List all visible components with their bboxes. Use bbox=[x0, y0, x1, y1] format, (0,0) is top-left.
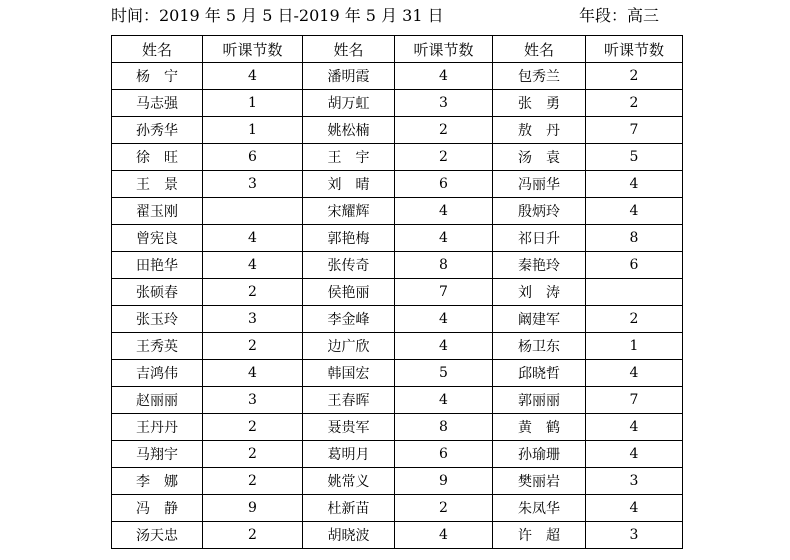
teacher-name-cell: 樊丽岩 bbox=[493, 468, 586, 495]
lesson-count-cell: 6 bbox=[203, 144, 303, 171]
teacher-name-cell: 王春晖 bbox=[303, 387, 395, 414]
lesson-count-cell: 2 bbox=[203, 414, 303, 441]
teacher-name-cell: 王 宇 bbox=[303, 144, 395, 171]
teacher-name-cell: 姚常义 bbox=[303, 468, 395, 495]
teacher-name-cell: 郭丽丽 bbox=[493, 387, 586, 414]
lesson-count-cell: 2 bbox=[395, 495, 493, 522]
teacher-name-cell: 田艳华 bbox=[112, 252, 203, 279]
date-range: 时间：2019 年 5 月 5 日-2019 年 5 月 31 日 bbox=[111, 6, 444, 25]
teacher-name-cell: 张传奇 bbox=[303, 252, 395, 279]
lesson-count-cell: 3 bbox=[395, 90, 493, 117]
teacher-name-cell: 汤 袁 bbox=[493, 144, 586, 171]
lesson-count-cell: 4 bbox=[203, 360, 303, 387]
teacher-name-cell: 胡晓波 bbox=[303, 522, 395, 549]
column-header-name: 姓名 bbox=[303, 36, 395, 63]
teacher-name-cell: 胡万虹 bbox=[303, 90, 395, 117]
teacher-name-cell: 徐 旺 bbox=[112, 144, 203, 171]
lesson-count-cell: 4 bbox=[203, 63, 303, 90]
lesson-count-cell: 1 bbox=[203, 117, 303, 144]
teacher-name-cell: 汤天忠 bbox=[112, 522, 203, 549]
teacher-name-cell: 孙瑜珊 bbox=[493, 441, 586, 468]
lesson-count-cell: 5 bbox=[395, 360, 493, 387]
lesson-count-cell: 3 bbox=[203, 171, 303, 198]
lesson-count-cell: 2 bbox=[586, 90, 683, 117]
table-row bbox=[112, 387, 683, 414]
teacher-name-cell: 张玉玲 bbox=[112, 306, 203, 333]
lesson-count-cell: 7 bbox=[586, 117, 683, 144]
lesson-count-cell: 4 bbox=[586, 198, 683, 225]
lesson-count-cell: 6 bbox=[586, 252, 683, 279]
teacher-name-cell: 杨卫东 bbox=[493, 333, 586, 360]
lesson-count-cell: 2 bbox=[203, 279, 303, 306]
teacher-name-cell: 赵丽丽 bbox=[112, 387, 203, 414]
lesson-count-cell: 7 bbox=[395, 279, 493, 306]
table-row bbox=[112, 144, 683, 171]
lesson-count-cell: 9 bbox=[395, 468, 493, 495]
lesson-count-cell: 4 bbox=[395, 333, 493, 360]
lesson-count-cell: 4 bbox=[586, 171, 683, 198]
teacher-name-cell: 包秀兰 bbox=[493, 63, 586, 90]
teacher-name-cell: 杨 宁 bbox=[112, 63, 203, 90]
lesson-count-cell bbox=[586, 279, 683, 306]
lesson-count-cell: 4 bbox=[203, 252, 303, 279]
table-row bbox=[112, 171, 683, 198]
table-row bbox=[112, 279, 683, 306]
lesson-count-cell: 2 bbox=[203, 333, 303, 360]
teacher-name-cell: 敖 丹 bbox=[493, 117, 586, 144]
teacher-name-cell: 李金峰 bbox=[303, 306, 395, 333]
teacher-name-cell: 秦艳玲 bbox=[493, 252, 586, 279]
teacher-name-cell: 阚建军 bbox=[493, 306, 586, 333]
table-row bbox=[112, 360, 683, 387]
column-header-name: 姓名 bbox=[493, 36, 586, 63]
table-row bbox=[112, 468, 683, 495]
table-row bbox=[112, 414, 683, 441]
teacher-name-cell: 许 超 bbox=[493, 522, 586, 549]
teacher-name-cell: 祁日升 bbox=[493, 225, 586, 252]
table-row bbox=[112, 90, 683, 117]
teacher-name-cell: 聂贵军 bbox=[303, 414, 395, 441]
grade-label: 年段：高三 bbox=[579, 6, 660, 25]
teacher-name-cell: 马翔宇 bbox=[112, 441, 203, 468]
lesson-count-cell: 4 bbox=[395, 306, 493, 333]
lesson-count-cell: 4 bbox=[586, 441, 683, 468]
document-header bbox=[0, 0, 790, 28]
teacher-name-cell: 葛明月 bbox=[303, 441, 395, 468]
table-row bbox=[112, 117, 683, 144]
teacher-name-cell: 宋耀辉 bbox=[303, 198, 395, 225]
teacher-name-cell: 邱晓哲 bbox=[493, 360, 586, 387]
teacher-name-cell: 边广欣 bbox=[303, 333, 395, 360]
lesson-count-cell: 4 bbox=[586, 414, 683, 441]
teacher-name-cell: 王丹丹 bbox=[112, 414, 203, 441]
lesson-count-cell: 6 bbox=[395, 441, 493, 468]
column-header-name: 姓名 bbox=[112, 36, 203, 63]
lesson-count-cell: 2 bbox=[203, 522, 303, 549]
table-row bbox=[112, 63, 683, 90]
teacher-name-cell: 冯 静 bbox=[112, 495, 203, 522]
table-row bbox=[112, 495, 683, 522]
lesson-count-cell: 3 bbox=[203, 387, 303, 414]
teacher-name-cell: 朱凤华 bbox=[493, 495, 586, 522]
lesson-count-cell: 1 bbox=[203, 90, 303, 117]
lesson-count-cell: 2 bbox=[203, 441, 303, 468]
teacher-name-cell: 韩国宏 bbox=[303, 360, 395, 387]
lesson-count-cell: 4 bbox=[586, 360, 683, 387]
lesson-count-cell: 4 bbox=[586, 495, 683, 522]
teacher-name-cell: 潘明霞 bbox=[303, 63, 395, 90]
lesson-count-cell: 8 bbox=[395, 414, 493, 441]
lesson-count-cell: 4 bbox=[395, 63, 493, 90]
table-row bbox=[112, 306, 683, 333]
table-row bbox=[112, 333, 683, 360]
lesson-count-cell: 2 bbox=[395, 117, 493, 144]
lesson-count-cell: 1 bbox=[586, 333, 683, 360]
teacher-name-cell: 郭艳梅 bbox=[303, 225, 395, 252]
lesson-count-cell: 2 bbox=[586, 306, 683, 333]
teacher-name-cell: 张硕春 bbox=[112, 279, 203, 306]
teacher-name-cell: 姚松楠 bbox=[303, 117, 395, 144]
teacher-name-cell: 黄 鹤 bbox=[493, 414, 586, 441]
table-row bbox=[112, 252, 683, 279]
lesson-count-cell: 2 bbox=[586, 63, 683, 90]
column-header-count: 听课节数 bbox=[203, 36, 303, 63]
lesson-count-cell: 3 bbox=[586, 522, 683, 549]
teacher-name-cell: 冯丽华 bbox=[493, 171, 586, 198]
lesson-count-cell: 3 bbox=[203, 306, 303, 333]
table-header-row bbox=[112, 36, 683, 63]
teacher-name-cell: 刘 涛 bbox=[493, 279, 586, 306]
teacher-name-cell: 李 娜 bbox=[112, 468, 203, 495]
lesson-count-cell: 7 bbox=[586, 387, 683, 414]
teacher-name-cell: 孙秀华 bbox=[112, 117, 203, 144]
table-row bbox=[112, 198, 683, 225]
lesson-count-cell: 6 bbox=[395, 171, 493, 198]
teacher-name-cell: 王 景 bbox=[112, 171, 203, 198]
teacher-name-cell: 殷炳玲 bbox=[493, 198, 586, 225]
lesson-count-cell: 8 bbox=[395, 252, 493, 279]
teacher-name-cell: 吉鸿伟 bbox=[112, 360, 203, 387]
teacher-name-cell: 马志强 bbox=[112, 90, 203, 117]
column-header-count: 听课节数 bbox=[395, 36, 493, 63]
lesson-count-cell: 2 bbox=[203, 468, 303, 495]
lesson-count-cell: 4 bbox=[203, 225, 303, 252]
teacher-name-cell: 杜新苗 bbox=[303, 495, 395, 522]
lesson-count-cell: 5 bbox=[586, 144, 683, 171]
column-header-count: 听课节数 bbox=[586, 36, 683, 63]
table-row bbox=[112, 441, 683, 468]
lesson-count-cell: 2 bbox=[395, 144, 493, 171]
lesson-count-cell bbox=[203, 198, 303, 225]
teacher-name-cell: 张 勇 bbox=[493, 90, 586, 117]
lesson-count-cell: 9 bbox=[203, 495, 303, 522]
teacher-name-cell: 翟玉刚 bbox=[112, 198, 203, 225]
lesson-count-cell: 4 bbox=[395, 522, 493, 549]
teacher-name-cell: 侯艳丽 bbox=[303, 279, 395, 306]
lesson-count-cell: 8 bbox=[586, 225, 683, 252]
teacher-name-cell: 刘 晴 bbox=[303, 171, 395, 198]
teacher-name-cell: 曾宪良 bbox=[112, 225, 203, 252]
lesson-count-cell: 4 bbox=[395, 387, 493, 414]
teacher-name-cell: 王秀英 bbox=[112, 333, 203, 360]
lesson-count-cell: 4 bbox=[395, 198, 493, 225]
lesson-count-cell: 4 bbox=[395, 225, 493, 252]
attendance-table bbox=[111, 35, 683, 549]
lesson-count-cell: 3 bbox=[586, 468, 683, 495]
table-row bbox=[112, 522, 683, 549]
table-row bbox=[112, 225, 683, 252]
